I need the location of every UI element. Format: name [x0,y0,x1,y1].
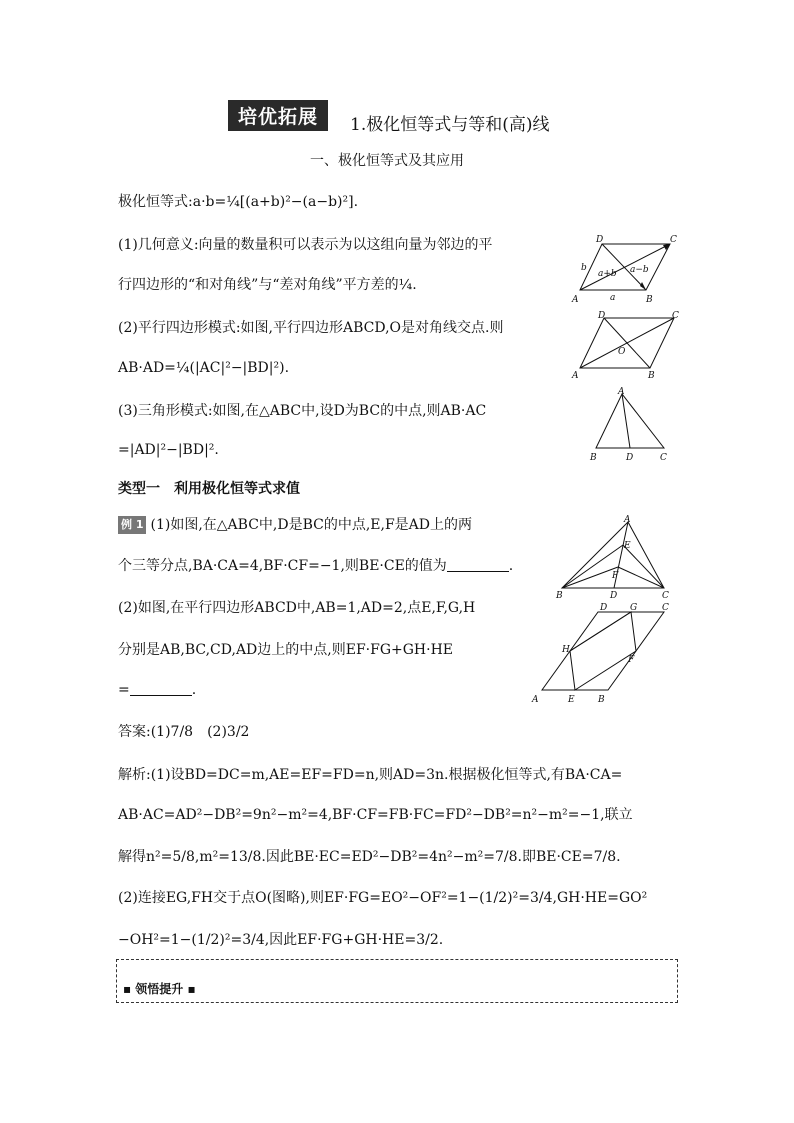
solution-line1: 解析:(1)设BD=DC=m,AE=EF=FD=n,则AD=3n.根据极化恒等式,有BA·CA= [118,767,623,783]
figure-triangle-median [586,386,676,464]
figure-parallelogram-O [566,310,686,382]
fig3-label-B: B [590,453,597,463]
figure-parallelogram-vectors [566,232,686,308]
fig1-label-C: C [670,235,677,245]
fig2-label-A: A [572,371,579,381]
solution-line5: −OH²=1−(1/2)²=3/4,因此EF·FG+GH·HE=3/2. [118,932,444,948]
fig1-label-a: a [610,293,616,303]
fig4-label-C: C [662,591,669,601]
type1-heading: 类型一 利用极化恒等式求值 [118,481,300,497]
fig4-label-A: A [624,515,631,525]
solution-line4: (2)连接EG,FH交于点O(图略),则EF·FG=EO²−OF²=1−(1/2)²=3/4,GH·HE=GO² [118,890,648,906]
fig5-label-A: A [532,695,539,705]
answer-line: 答案:(1)7/8 (2)3/2 [118,724,250,740]
fig1-label-amb: a−b [630,265,649,275]
section-heading: 一、极化恒等式及其应用 [310,153,464,169]
example-q2-line1: (2)如图,在平行四边形ABCD中,AB=1,AD=2,点E,F,G,H [118,600,476,616]
example-q1-line1 [118,516,472,534]
figure-triangle-trisection [552,512,682,602]
triangle-mode-line1: (3)三角形模式:如图,在△ABC中,设D为BC的中点,则AB·AC [118,403,487,419]
example-q1-text: (1)如图,在△ABC中,D是BC的中点,E,F是AD上的两 [150,517,473,533]
insight-label: ▪ 领悟提升 ▪ [123,982,196,996]
fig2-label-O: O [618,347,626,357]
geo-meaning-line1: (1)几何意义:向量的数量积可以表示为以这组向量为邻边的平 [118,237,493,253]
fig5-label-H: H [562,645,570,655]
fig4-label-D: D [610,591,618,601]
fig1-label-b: b [581,263,587,273]
example-q2-line2: 分别是AB,BC,CD,AD边上的中点,则EF·FG+GH·HE [118,642,454,658]
insight-box [116,959,678,1003]
page-title: 1.极化恒等式与等和(高)线 [350,115,550,135]
example-q2-eq: = [118,682,130,698]
fig2-label-C: C [672,311,679,321]
fig1-label-D: D [596,235,604,245]
fig3-label-C: C [660,453,667,463]
fig5-label-G: G [630,603,638,613]
fig5-label-B: B [598,695,605,705]
fig5-label-F: F [628,655,635,665]
parallelogram-mode-line1: (2)平行四边形模式:如图,平行四边形ABCD,O是对角线交点.则 [118,320,504,336]
example-q1-text2: 个三等分点,BA·CA=4,BF·CF=−1,则BE·CE的值为 [118,558,447,574]
fig1-label-A: A [572,295,579,305]
triangle-mode-line2: =|AD|²−|BD|². [118,442,219,458]
example-q2-line3: = . [118,682,197,698]
figure-parallelogram-midpoints [530,600,680,708]
solution-line3: 解得n²=5/8,m²=13/8.因此BE·EC=ED²−DB²=4n²−m²=7/8.即BE·CE=7/8. [118,849,621,865]
answer-blank-2[interactable] [130,681,192,696]
fig4-label-B: B [556,591,563,601]
geo-meaning-line2: 行四边形的“和对角线”与“差对角线”平方差的¼. [118,277,417,293]
example-tag: 例 1 [118,516,146,534]
fig5-label-C: C [662,603,669,613]
solution-line2: AB·AC=AD²−DB²=9n²−m²=4,BF·CF=FB·FC=FD²−DB²=n²−m²=−1,联立 [118,807,633,823]
fig5-label-D: D [600,603,608,613]
fig1-label-B: B [646,295,653,305]
fig4-label-E: E [624,541,631,551]
example-q1-line2: 个三等分点,BA·CA=4,BF·CF=−1,则BE·CE的值为 . [118,558,514,574]
fig4-label-F: F [612,571,619,581]
fig3-label-D: D [626,453,634,463]
fig2-label-B: B [648,371,655,381]
fig5-label-E: E [568,695,575,705]
answer-blank-1[interactable] [447,557,509,572]
parallelogram-mode-line2: AB·AD=¼(|AC|²−|BD|²). [118,360,290,376]
fig3-label-A: A [618,387,625,397]
identity-formula: 极化恒等式:a·b=¼[(a+b)²−(a−b)²]. [118,194,359,210]
fig2-label-D: D [598,311,606,321]
fig1-label-apb: a+b [598,269,617,279]
section-badge: 培优拓展 [228,100,328,131]
